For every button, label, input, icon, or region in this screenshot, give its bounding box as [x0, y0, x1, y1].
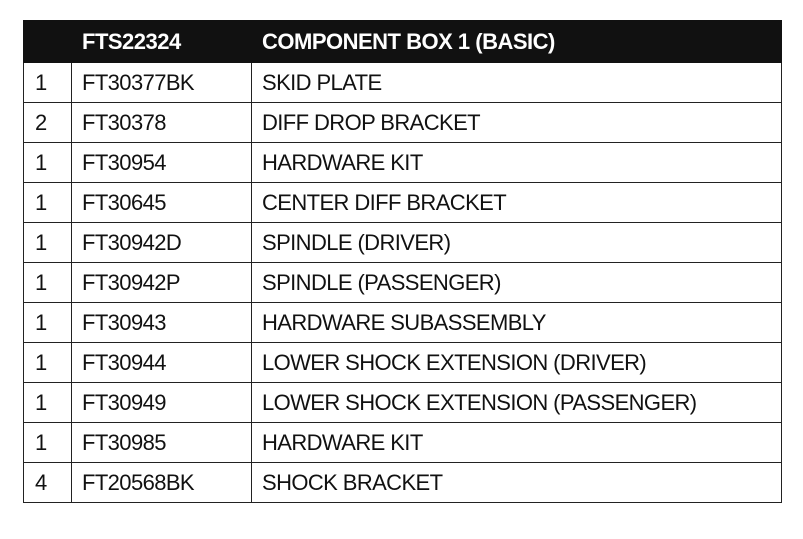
row-part-number: FT30985	[72, 423, 252, 463]
row-part-number: FT30944	[72, 343, 252, 383]
table-header	[24, 21, 782, 63]
row-part-number: FT30377BK	[72, 63, 252, 103]
row-description: CENTER DIFF BRACKET	[252, 183, 782, 223]
table-row	[24, 343, 782, 383]
table-row	[24, 223, 782, 263]
row-description: HARDWARE KIT	[252, 423, 782, 463]
row-qty: 1	[24, 143, 72, 183]
table-row	[24, 183, 782, 223]
row-part-number: FT30954	[72, 143, 252, 183]
row-qty: 1	[24, 383, 72, 423]
header-kit-number: FTS22324	[72, 21, 252, 63]
table-row	[24, 103, 782, 143]
row-description: SPINDLE (DRIVER)	[252, 223, 782, 263]
header-row	[24, 21, 782, 63]
row-description: LOWER SHOCK EXTENSION (PASSENGER)	[252, 383, 782, 423]
row-part-number: FT30942D	[72, 223, 252, 263]
row-qty: 1	[24, 303, 72, 343]
table-row	[24, 63, 782, 103]
row-part-number: FT30645	[72, 183, 252, 223]
row-part-number: FT30942P	[72, 263, 252, 303]
row-qty: 1	[24, 343, 72, 383]
table-row	[24, 383, 782, 423]
row-part-number: FT20568BK	[72, 463, 252, 503]
row-description: LOWER SHOCK EXTENSION (DRIVER)	[252, 343, 782, 383]
row-part-number: FT30943	[72, 303, 252, 343]
row-qty: 4	[24, 463, 72, 503]
row-part-number: FT30378	[72, 103, 252, 143]
row-description: SPINDLE (PASSENGER)	[252, 263, 782, 303]
table-row	[24, 143, 782, 183]
row-description: HARDWARE KIT	[252, 143, 782, 183]
row-qty: 2	[24, 103, 72, 143]
row-description: SHOCK BRACKET	[252, 463, 782, 503]
component-box-table	[23, 20, 782, 503]
table-row	[24, 303, 782, 343]
row-qty: 1	[24, 423, 72, 463]
row-qty: 1	[24, 63, 72, 103]
row-description: HARDWARE SUBASSEMBLY	[252, 303, 782, 343]
row-description: SKID PLATE	[252, 63, 782, 103]
header-qty	[24, 21, 72, 63]
row-description: DIFF DROP BRACKET	[252, 103, 782, 143]
table-row	[24, 463, 782, 503]
row-qty: 1	[24, 263, 72, 303]
table-body	[24, 63, 782, 503]
table-row	[24, 263, 782, 303]
row-qty: 1	[24, 183, 72, 223]
row-part-number: FT30949	[72, 383, 252, 423]
table-row	[24, 423, 782, 463]
row-qty: 1	[24, 223, 72, 263]
header-box-title: COMPONENT BOX 1 (BASIC)	[252, 21, 782, 63]
